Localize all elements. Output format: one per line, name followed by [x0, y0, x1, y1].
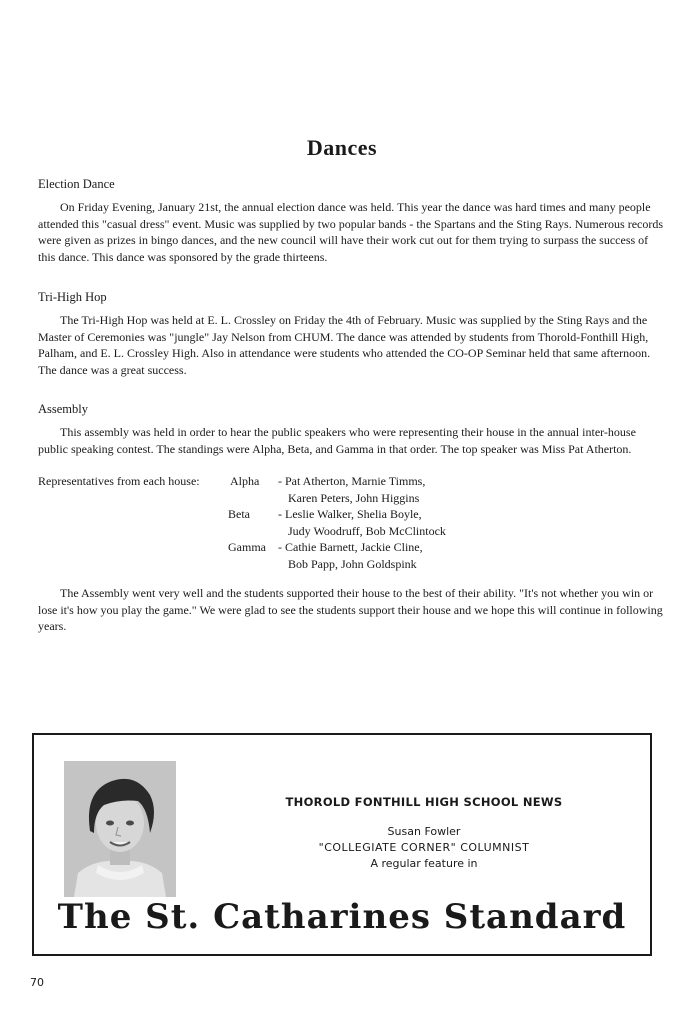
paragraph: This assembly was held in order to hear the public speakers who were representing their house in the annual inter-house public speaking contest. The standings were Alpha, Beta, and Gamma in that order. The top speaker was Miss Pat Atherton. — [38, 425, 636, 456]
members-line: - Leslie Walker, Shelia Boyle, — [278, 507, 422, 521]
columnist-role: "COLLEGIATE CORNER" COLUMNIST — [318, 841, 530, 854]
members-line: Judy Woodruff, Bob McClintock — [288, 523, 446, 538]
members-line: - Pat Atherton, Marnie Timms, — [278, 474, 426, 488]
ad-heading: THOROLD FONTHILL HIGH SCHOOL NEWS — [285, 795, 563, 809]
members-line: - Cathie Barnett, Jackie Cline, — [278, 540, 423, 554]
house-members — [278, 539, 518, 572]
section-heading-assembly: Assembly — [38, 402, 88, 416]
section-body-election-dance — [38, 199, 668, 265]
paragraph: The Assembly went very well and the students supported their house to the best of their ability. "It's not whether you win or lose it's how you play the game." We were glad to see the students support their house and we hope this will continue in following years. — [38, 586, 663, 633]
newspaper-masthead: The St. Catharines Standard — [57, 897, 627, 937]
paragraph: On Friday Evening, January 21st, the annual election dance was held. This year the dance was hard times and many people attended this "casual dress" event. Music was supplied by two popular bands - the Spartans and the Sting Rays. Numerous records were given as prizes in bingo dances, and the new council will have their work cut out for them trying to surpass the success of this dance. This dance was sponsored by the grade thirteens. — [38, 200, 664, 264]
members-line: Karen Peters, John Higgins — [288, 490, 420, 505]
section-body-assembly-closing — [38, 585, 668, 635]
house-name: Gamma — [228, 540, 266, 554]
advertisement-box — [32, 733, 652, 956]
house-name: Beta — [228, 507, 250, 521]
page-title: Dances — [306, 135, 378, 160]
portrait-photo-icon — [64, 761, 176, 897]
ad-feature-line: A regular feature in — [370, 857, 478, 870]
section-body-assembly — [38, 424, 668, 457]
section-heading-election-dance: Election Dance — [38, 177, 115, 191]
columnist-name: Susan Fowler — [387, 825, 461, 838]
house-members — [278, 473, 518, 506]
house-members — [278, 506, 518, 539]
house-name: Alpha — [230, 474, 260, 488]
page-number: 70 — [30, 976, 44, 989]
members-line: Bob Papp, John Goldspink — [288, 556, 417, 571]
section-body-tri-high-hop — [38, 312, 668, 378]
paragraph: The Tri-High Hop was held at E. L. Crossley on Friday the 4th of February. Music was supplied by the Sting Rays and the Master of Ceremonies was "jungle" Jay Nelson from CHUM. The dance was attended by students from Thorold-Fonthill High, Palham, and E. L. Crossley High. Also in attendance were students who attended the CO-OP Seminar held that same afternoon. The dance was a great success. — [38, 313, 651, 377]
section-heading-tri-high-hop: Tri-High Hop — [38, 290, 107, 304]
representatives-label: Representatives from each house: — [38, 474, 200, 488]
